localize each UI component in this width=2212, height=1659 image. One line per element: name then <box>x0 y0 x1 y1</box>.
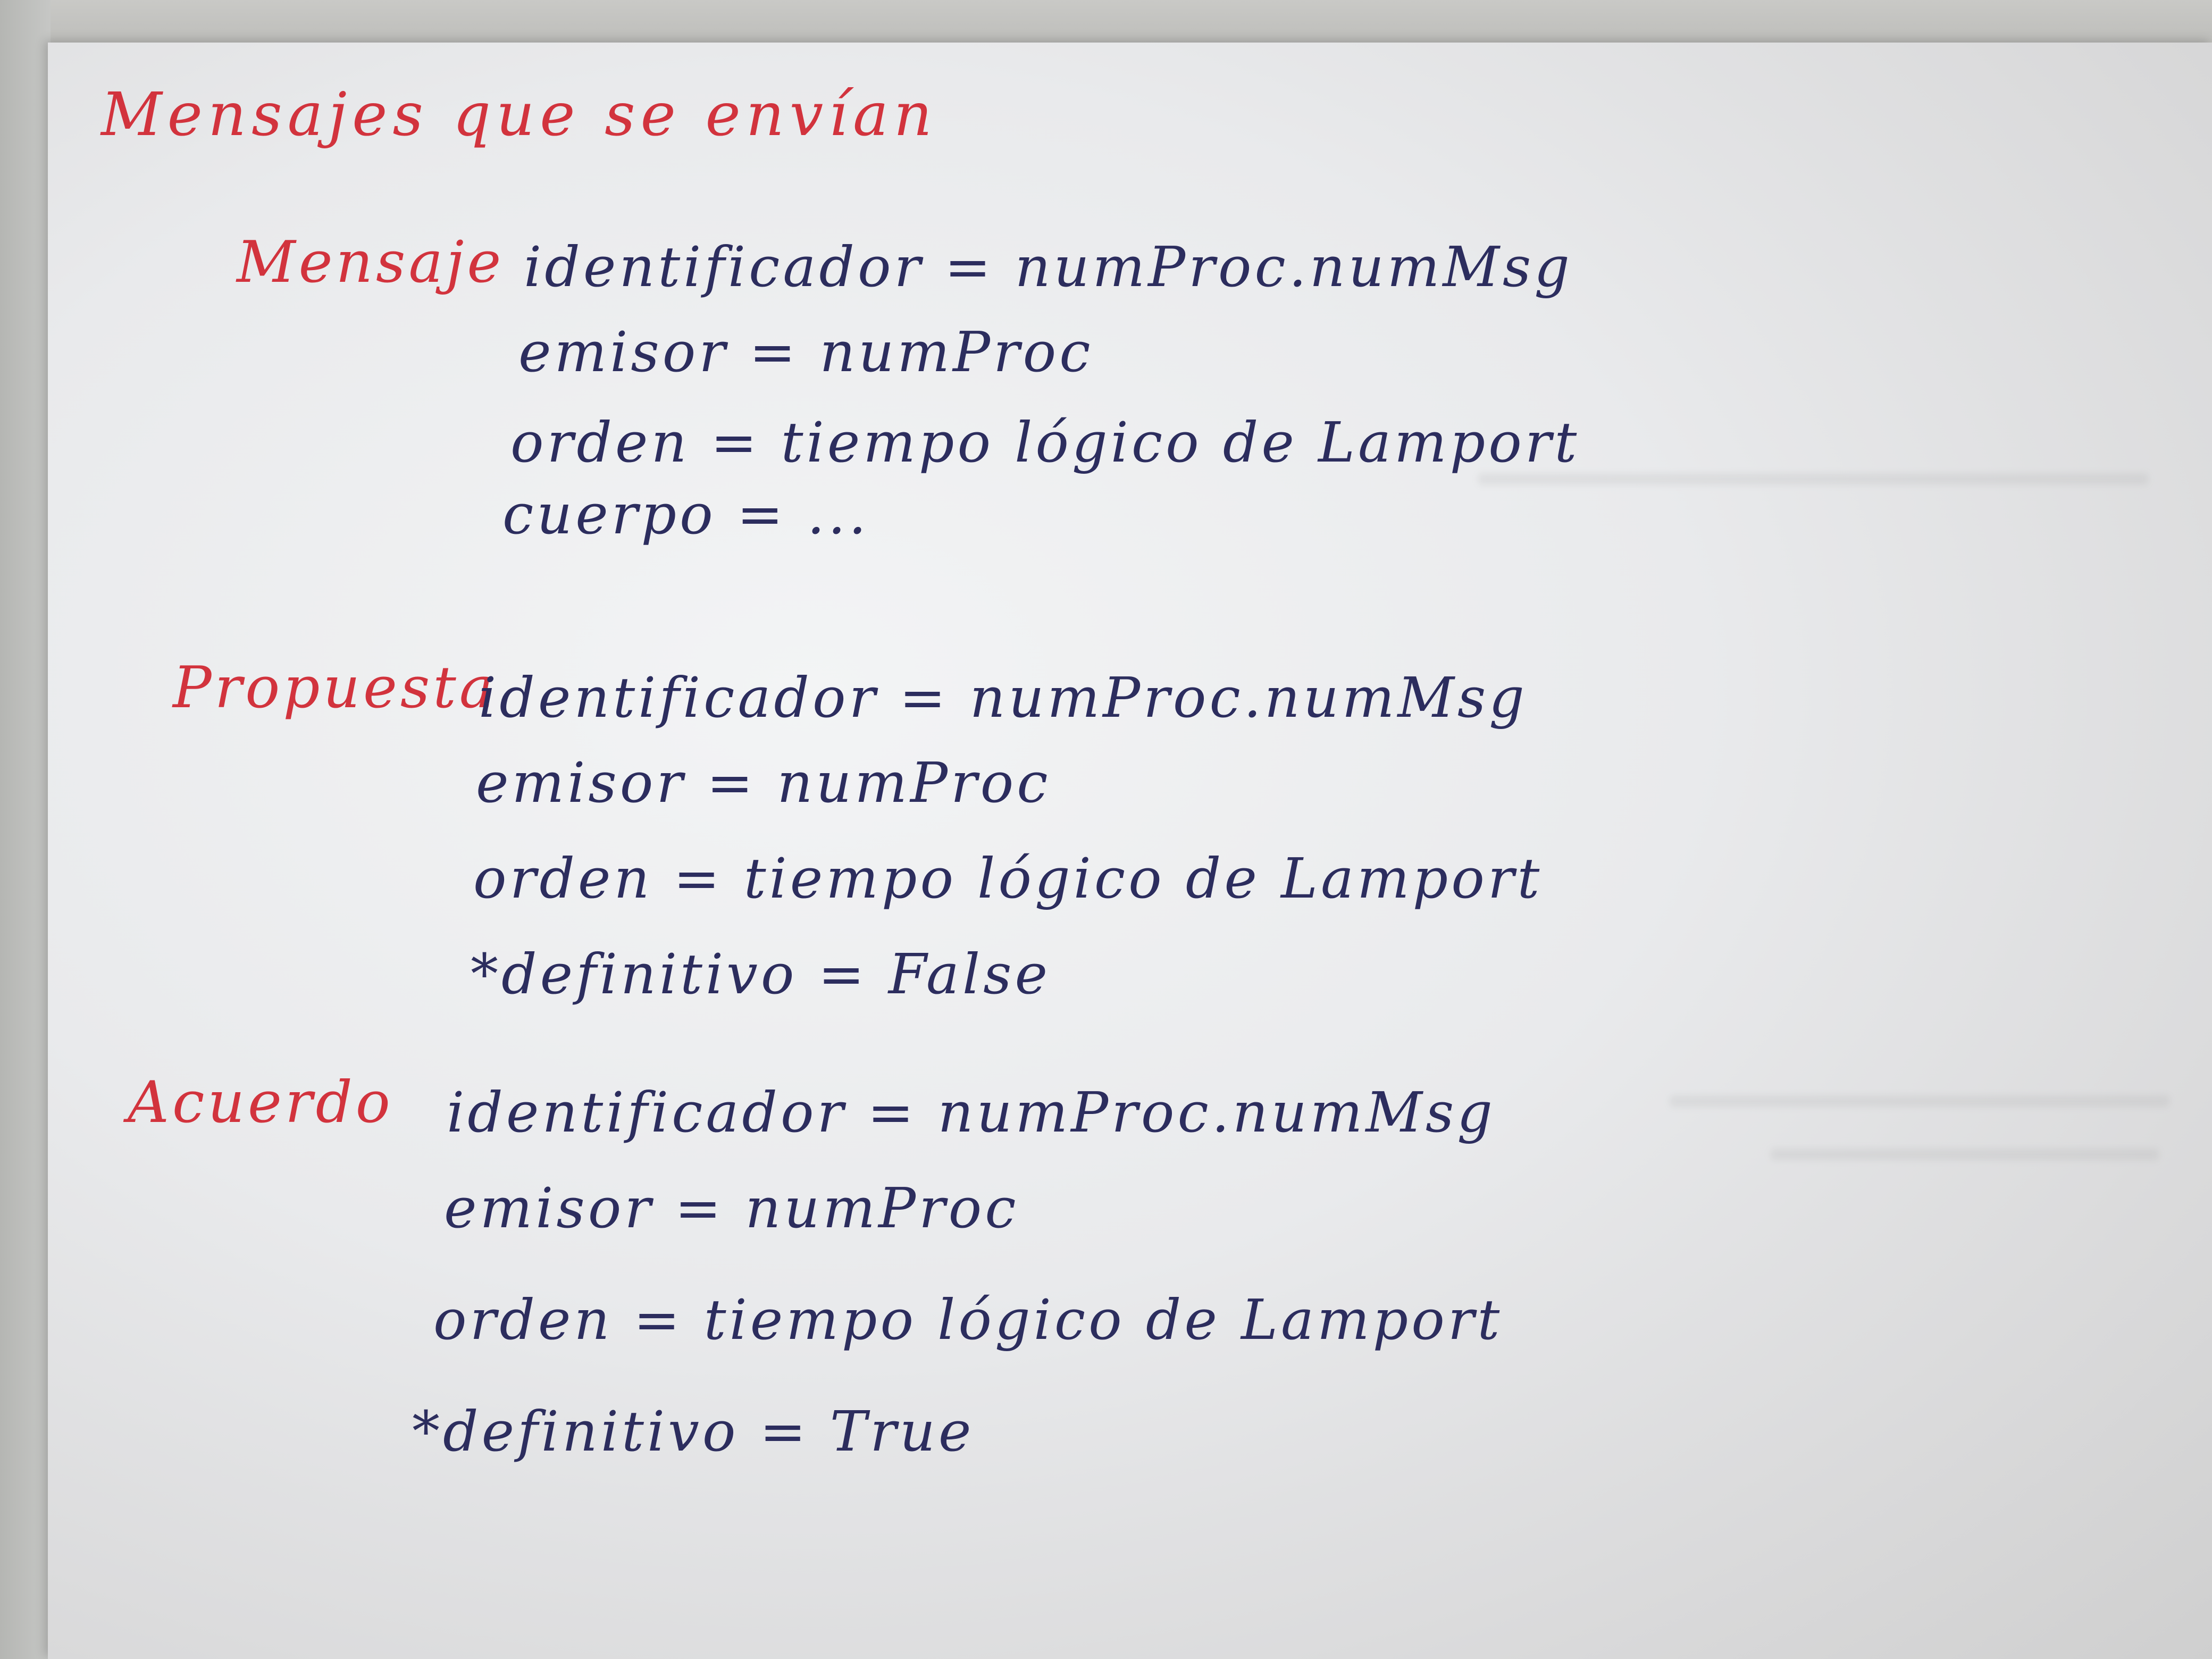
field-identificador: identificador = numProc.numMsg <box>524 234 1573 299</box>
field-emisor: emisor = numProc <box>518 320 1094 384</box>
field-orden: orden = tiempo lógico de Lamport <box>473 846 1543 911</box>
field-orden: orden = tiempo lógico de Lamport <box>433 1287 1503 1352</box>
message-label-propuesta: Propuesta <box>173 655 497 721</box>
field-identificador: identificador = numProc.numMsg <box>479 665 1528 730</box>
page-heading: Mensajes que se envían <box>101 80 937 149</box>
field-definitivo: *definitivo = False <box>471 942 1051 1007</box>
field-emisor: emisor = numProc <box>444 1176 1019 1241</box>
field-definitivo: *definitivo = True <box>412 1399 975 1464</box>
field-emisor: emisor = numProc <box>476 750 1051 815</box>
message-label-mensaje: Mensaje <box>237 229 505 296</box>
field-orden: orden = tiempo lógico de Lamport <box>510 410 1580 475</box>
show-through-text <box>1670 1095 2169 1107</box>
background-surface-left <box>0 0 51 1659</box>
background-surface-top <box>0 0 2212 45</box>
field-cuerpo: cuerpo = ... <box>502 482 870 547</box>
field-identificador: identificador = numProc.numMsg <box>447 1080 1496 1145</box>
message-label-acuerdo: Acuerdo <box>128 1069 393 1136</box>
show-through-text <box>1478 473 2148 485</box>
show-through-text <box>1771 1149 2159 1160</box>
